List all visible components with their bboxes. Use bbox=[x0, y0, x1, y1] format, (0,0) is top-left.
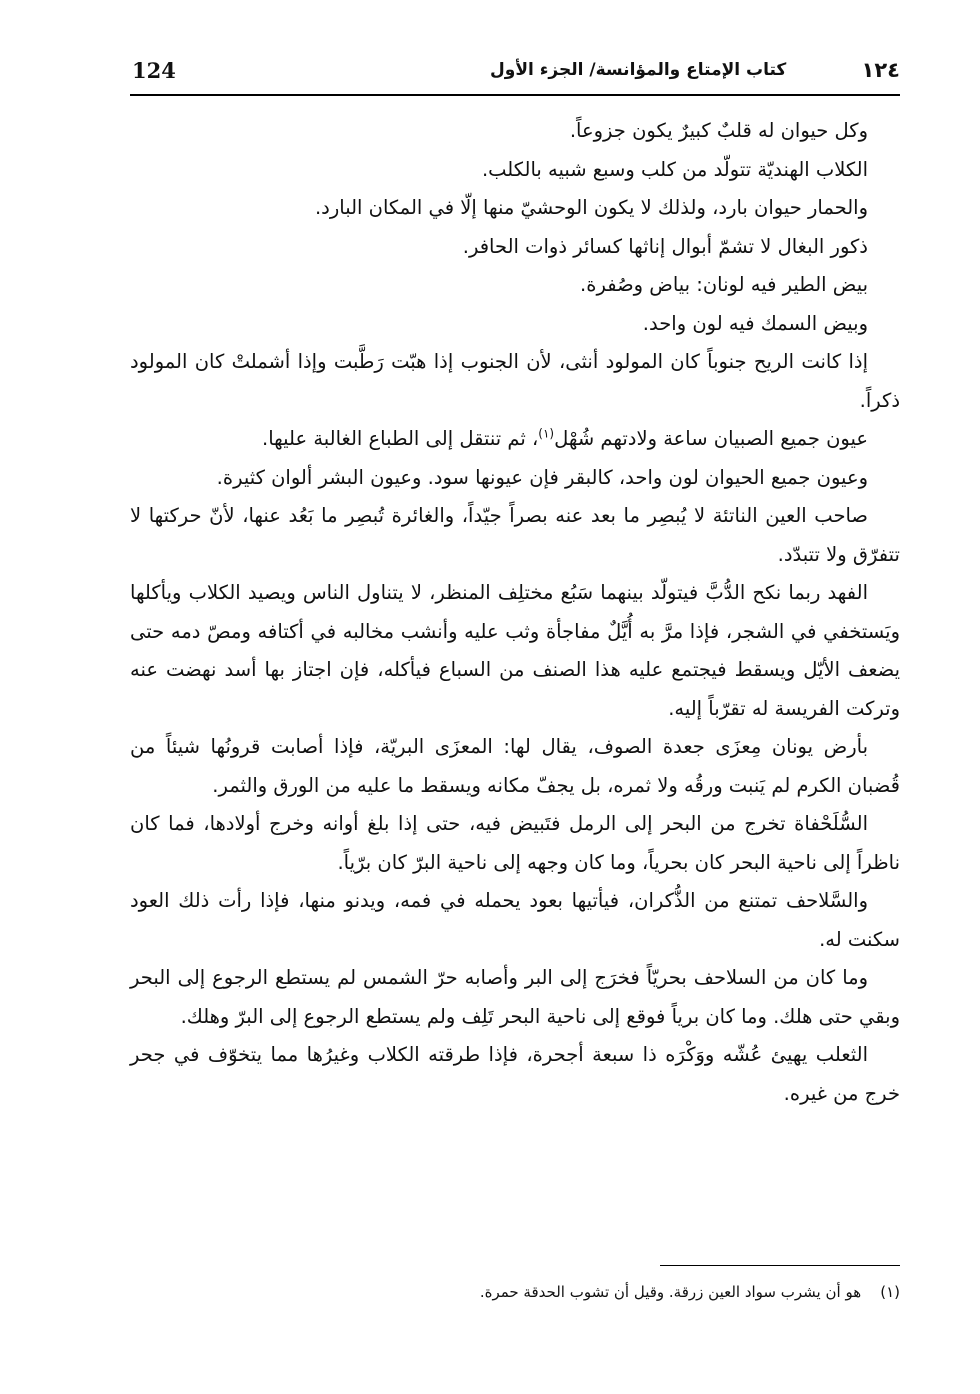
page-number-latin: 124 bbox=[132, 58, 176, 83]
paragraph: الفهد ربما نكح الدُّبَّ فيتولّد بينهما سَبُع مختلِف المنظر، لا يتناول الناس ويصيد الكلاب ويأكلها ويَستخفي في الشجر، فإذا مرَّ به أُيَّلٌ مفاجأة وثب عليه وأنشب مخالبه في أكتافه ومصّ دمه حتى يضعف الأيّل ويسقط فيجتمع عليه هذا الصنف من السباع فيأكله، فإن اجتاز بها أسد نهضت عنه وتركت الفريسة له تقرّباً إليه. bbox=[130, 581, 900, 720]
footnote bbox=[130, 1280, 900, 1304]
paragraph: الثعلب يهيئ عُشّه ووَكْرَه ذا سبعة أجحرة، فإذا طرقته الكلاب وغيرُها مما يتخوّف في جحر خرج من غيره. bbox=[130, 1043, 900, 1105]
paragraph bbox=[130, 420, 900, 459]
paragraph: والحمار حيوان بارد، ولذلك لا يكون الوحشيّ منها إلّا في المكان البارد. bbox=[314, 196, 868, 219]
paragraph-text: ، ثم تنتقل إلى الطباع الغالبة عليها. bbox=[262, 427, 539, 450]
paragraph: وعيون جميع الحيوان لون واحد، كالبقر فإن عيونها سود. وعيون البشر ألوان كثيرة. bbox=[216, 465, 868, 489]
paragraph: وما كان من السلاحف بحريّاً فخرَج إلى البر وأصابه حرّ الشمس لم يستطع الرجوع إلى البحر وبقي حتى هلك. وما كان برياً فوقع إلى ناحية البحر تَلِف ولم يستطع الرجوع إلى البرّ وهلك. bbox=[130, 966, 900, 1028]
paragraph: والسَّلاحف تمتنع من الذُّكران، فيأتيها بعود يحمله في فمه، ويدنو منها، فإذا رأت ذلك العود سكنت له. bbox=[130, 889, 900, 951]
paragraph: بيض الطير فيه لونان: بياض وصُفرة. bbox=[580, 273, 868, 296]
footnote-marker[interactable]: (١) bbox=[538, 426, 555, 441]
paragraph: الكلاب الهنديّة تتولّد من كلب وسبع شبيه بالكلب. bbox=[481, 157, 868, 181]
paragraph: وكل حيوان له قلبٌ كبيرٌ يكون جزوعاً. bbox=[569, 119, 868, 142]
paragraph: وبيض السمك فيه لون واحد. bbox=[642, 311, 868, 335]
paragraph: السُّلَحْفاة تخرج من البحر إلى الرمل فتَبيض فيه، حتى إذا بلغ أوانه وخرج أولادها، فما كان ناظراً إلى ناحية البحر كان بحرياً، وما كان وجهه إلى ناحية البرّ كان برّياً. bbox=[130, 812, 900, 874]
footnote-divider bbox=[660, 1265, 900, 1266]
paragraph: صاحب العين الناتئة لا يُبصِر ما بعد عنه بصراً جيّداً، والغائرة تُبصِر ما بَعُد عنها، لأنّ حركتها لا تتفرّق ولا تتبدّد. bbox=[130, 504, 900, 566]
running-title: كتاب الإمتاع والمؤانسة/ الجزء الأول bbox=[490, 60, 787, 80]
footnote-text: هو أن يشرب سواد العين زرقة. وقيل أن تشوب الحدقة حمرة. bbox=[479, 1283, 862, 1301]
paragraph: ذكور البغال لا تشمّ أبوال إناثها كسائر ذوات الحافر. bbox=[462, 234, 868, 258]
page-number-arabic: ١٢٤ bbox=[861, 58, 900, 82]
page-header bbox=[130, 58, 900, 96]
paragraph-text: عيون جميع الصبيان ساعة ولادتهم شُهْل bbox=[554, 427, 868, 450]
paragraph: بأرض يونان مِعزَى جعدة الصوف، يقال لها: المعزَى البريّة، فإذا أصابت قرونُها شيئاً من قُضبان الكرم لم يَنبت ورقُه ولا ثمره، بل يجفّ مكانه ويسقط ما عليه من الورق والثمر. bbox=[130, 735, 900, 797]
paragraph: إذا كانت الريح جنوباً كان المولود أنثى، لأن الجنوب إذا هبّت رَطَّبت وإذا أشملتْ كان المولود ذكراً. bbox=[130, 350, 900, 412]
footnote-number: (١) bbox=[880, 1283, 900, 1301]
main-text bbox=[130, 112, 900, 1113]
